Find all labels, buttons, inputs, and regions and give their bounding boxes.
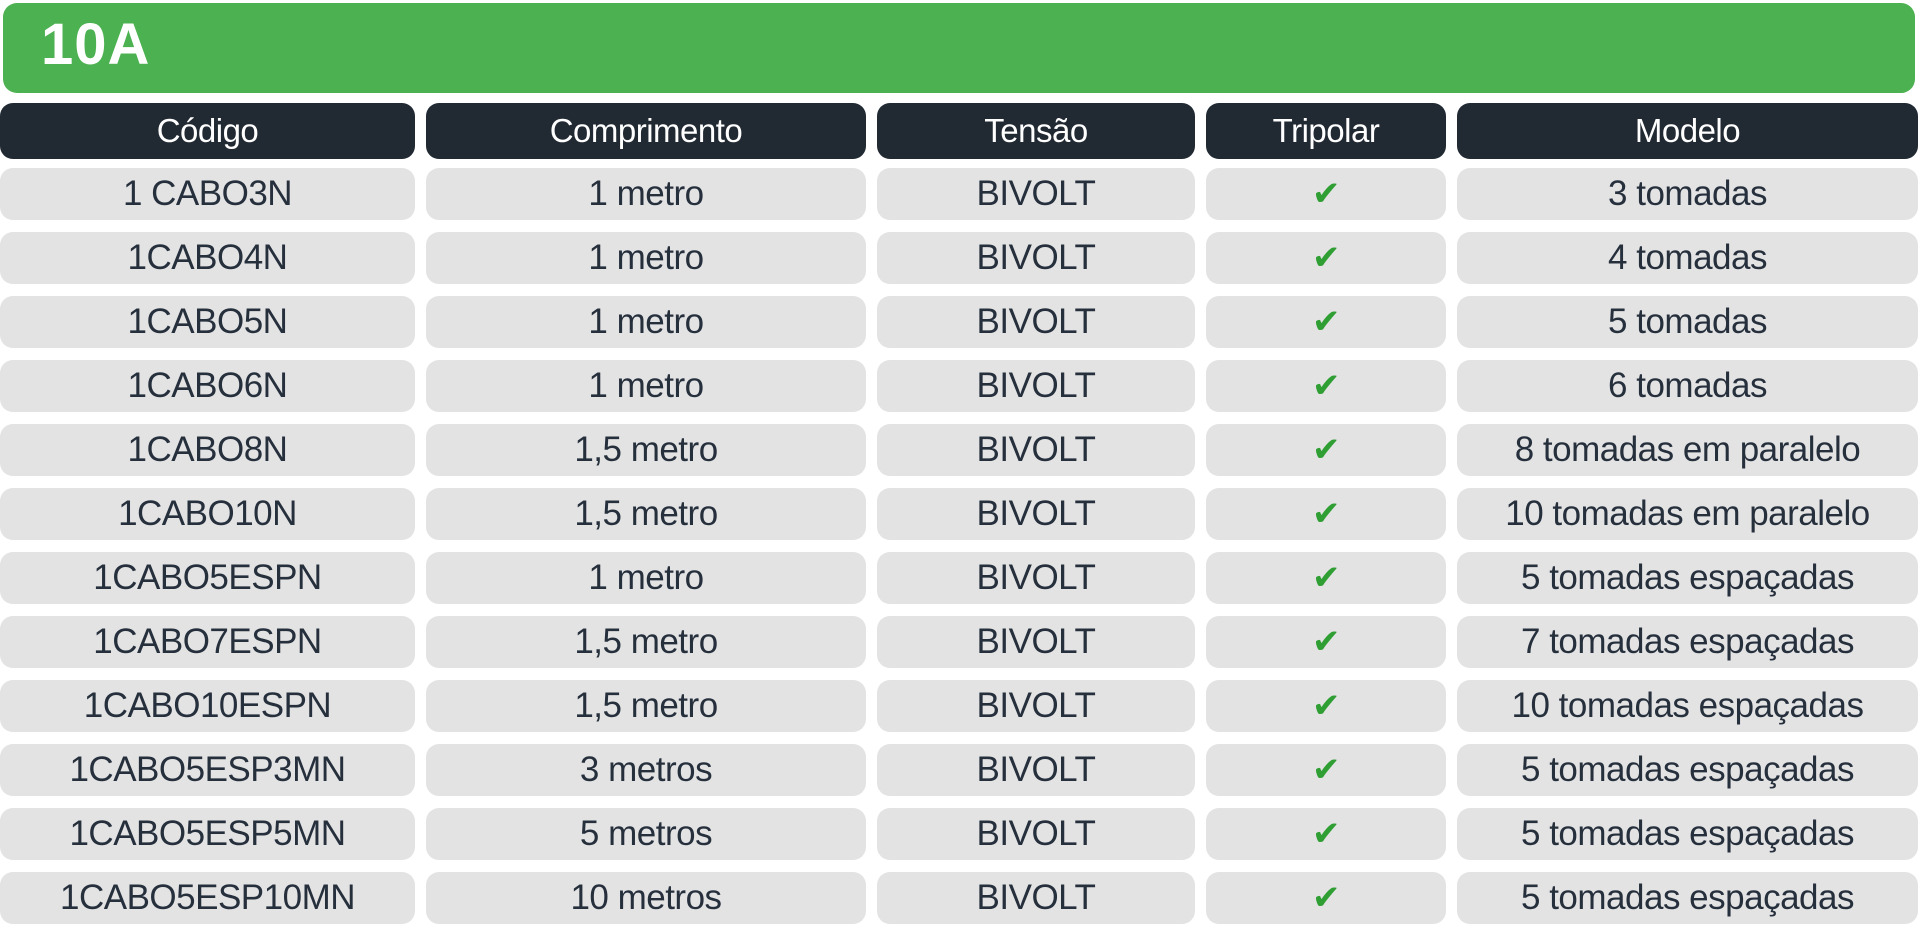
cell-tripolar (1206, 488, 1446, 540)
cell-modelo: 5 tomadas espaçadas (1457, 808, 1918, 860)
cell-tensao: BIVOLT (877, 168, 1195, 220)
cell-tensao: BIVOLT (877, 808, 1195, 860)
check-icon: ✔ (1312, 494, 1340, 534)
check-icon: ✔ (1312, 750, 1340, 790)
table-row (0, 296, 1918, 348)
cell-codigo: 1CABO5ESPN (0, 552, 415, 604)
cell-comprimento: 1 metro (426, 552, 866, 604)
check-icon: ✔ (1312, 302, 1340, 342)
cell-modelo: 7 tomadas espaçadas (1457, 616, 1918, 668)
cell-tensao: BIVOLT (877, 680, 1195, 732)
cell-modelo: 5 tomadas espaçadas (1457, 552, 1918, 604)
cell-codigo: 1CABO7ESPN (0, 616, 415, 668)
cell-codigo: 1CABO10N (0, 488, 415, 540)
column-header-tripolar: Tripolar (1206, 103, 1446, 159)
table-row (0, 232, 1918, 284)
cell-tensao: BIVOLT (877, 360, 1195, 412)
table-row (0, 808, 1918, 860)
cell-comprimento: 1 metro (426, 168, 866, 220)
cell-comprimento: 1,5 metro (426, 616, 866, 668)
check-icon: ✔ (1312, 174, 1340, 214)
cell-tensao: BIVOLT (877, 488, 1195, 540)
table-row (0, 424, 1918, 476)
cell-modelo: 10 tomadas espaçadas (1457, 680, 1918, 732)
cell-tripolar (1206, 296, 1446, 348)
cell-comprimento: 1,5 metro (426, 680, 866, 732)
check-icon: ✔ (1312, 238, 1340, 278)
cell-modelo: 5 tomadas (1457, 296, 1918, 348)
cell-codigo: 1CABO10ESPN (0, 680, 415, 732)
cell-tensao: BIVOLT (877, 616, 1195, 668)
cell-tensao: BIVOLT (877, 744, 1195, 796)
check-icon: ✔ (1312, 686, 1340, 726)
table-row (0, 616, 1918, 668)
cell-modelo: 6 tomadas (1457, 360, 1918, 412)
cell-comprimento: 5 metros (426, 808, 866, 860)
cell-tripolar (1206, 872, 1446, 924)
check-icon: ✔ (1312, 814, 1340, 854)
cell-tripolar (1206, 616, 1446, 668)
cell-tripolar (1206, 424, 1446, 476)
table-row (0, 168, 1918, 220)
cell-comprimento: 1 metro (426, 360, 866, 412)
cell-modelo: 5 tomadas espaçadas (1457, 872, 1918, 924)
column-header-comprimento: Comprimento (426, 103, 866, 159)
table-row (0, 680, 1918, 732)
cell-tensao: BIVOLT (877, 872, 1195, 924)
cell-tripolar (1206, 680, 1446, 732)
cell-modelo: 5 tomadas espaçadas (1457, 744, 1918, 796)
amperage-banner (3, 3, 1915, 93)
amperage-label: 10A (41, 12, 151, 77)
table-row (0, 744, 1918, 796)
cell-tripolar (1206, 360, 1446, 412)
check-icon: ✔ (1312, 622, 1340, 662)
cell-comprimento: 10 metros (426, 872, 866, 924)
cell-tensao: BIVOLT (877, 232, 1195, 284)
cell-comprimento: 1 metro (426, 232, 866, 284)
table-row (0, 488, 1918, 540)
table-body (0, 168, 1918, 924)
cell-tensao: BIVOLT (877, 552, 1195, 604)
cell-tensao: BIVOLT (877, 424, 1195, 476)
cell-comprimento: 1 metro (426, 296, 866, 348)
cell-tripolar (1206, 808, 1446, 860)
table-row (0, 552, 1918, 604)
cell-codigo: 1CABO5ESP10MN (0, 872, 415, 924)
table-row (0, 872, 1918, 924)
cell-modelo: 4 tomadas (1457, 232, 1918, 284)
check-icon: ✔ (1312, 430, 1340, 470)
column-header-codigo: Código (0, 103, 415, 159)
cell-tripolar (1206, 552, 1446, 604)
cell-codigo: 1CABO6N (0, 360, 415, 412)
cell-codigo: 1CABO5ESP3MN (0, 744, 415, 796)
check-icon: ✔ (1312, 558, 1340, 598)
cell-codigo: 1 CABO3N (0, 168, 415, 220)
cell-comprimento: 1,5 metro (426, 488, 866, 540)
cell-codigo: 1CABO5N (0, 296, 415, 348)
check-icon: ✔ (1312, 878, 1340, 918)
cell-tensao: BIVOLT (877, 296, 1195, 348)
cell-modelo: 10 tomadas em paralelo (1457, 488, 1918, 540)
cell-modelo: 3 tomadas (1457, 168, 1918, 220)
table-row (0, 360, 1918, 412)
cell-tripolar (1206, 168, 1446, 220)
cell-codigo: 1CABO8N (0, 424, 415, 476)
cell-tripolar (1206, 232, 1446, 284)
cell-codigo: 1CABO4N (0, 232, 415, 284)
cell-comprimento: 1,5 metro (426, 424, 866, 476)
cell-tripolar (1206, 744, 1446, 796)
column-header-modelo: Modelo (1457, 103, 1918, 159)
cell-codigo: 1CABO5ESP5MN (0, 808, 415, 860)
check-icon: ✔ (1312, 366, 1340, 406)
column-header-tensao: Tensão (877, 103, 1195, 159)
table-header-row (0, 103, 1918, 159)
cell-modelo: 8 tomadas em paralelo (1457, 424, 1918, 476)
cell-comprimento: 3 metros (426, 744, 866, 796)
